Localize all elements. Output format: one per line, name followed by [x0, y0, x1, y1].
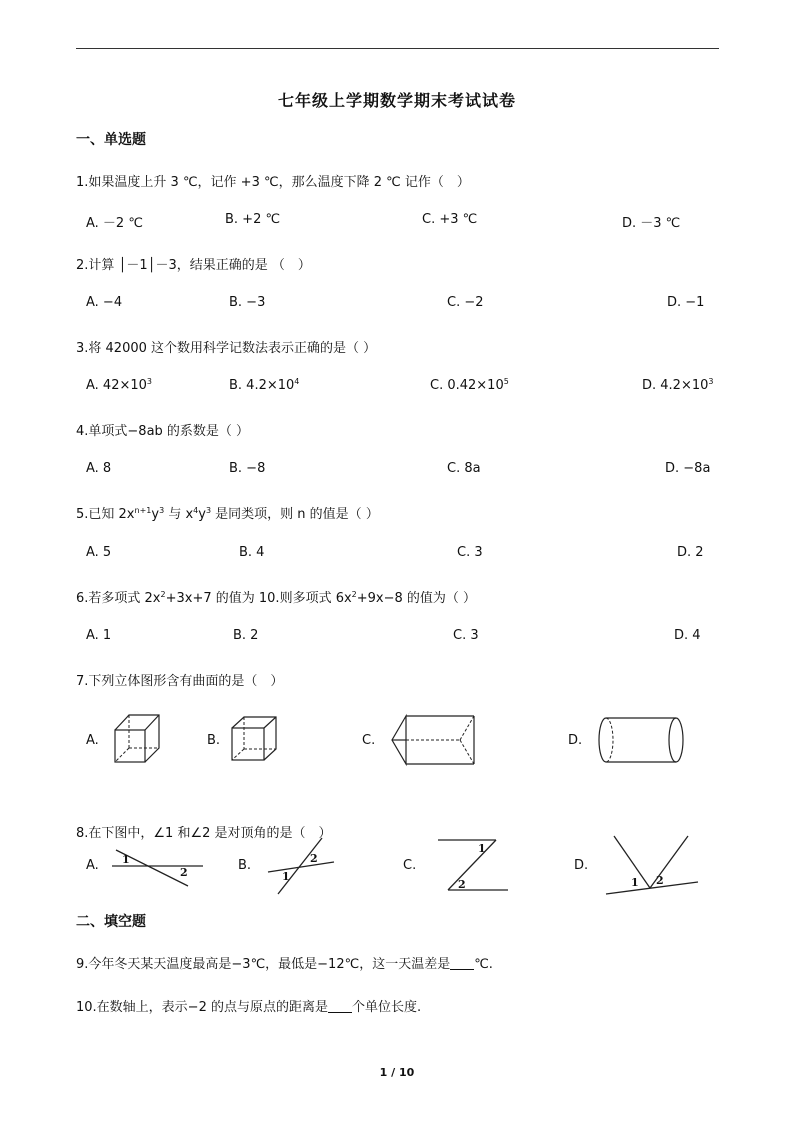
- q4-option-d: D. −8a: [665, 461, 711, 476]
- q8-option-d-label: D.: [574, 858, 589, 873]
- q7-option-a-label: A.: [86, 733, 99, 748]
- question-5: 5.已知 $2x^{n+1}y^3$ 与 $x^4y^3$ 是同类项，则 n 的值是（ ）: [76, 506, 379, 522]
- q2-option-a: A. −4: [86, 295, 123, 310]
- q3-option-a: A. $42\times 10^3$: [86, 377, 152, 393]
- question-9: 9.今年冬天某天温度最高是−3℃，最低是−12℃，这一天温差是 ℃.: [76, 957, 493, 972]
- question-2: 2.计算 │－1│－3，结果正确的是 （ ）: [76, 258, 311, 273]
- section-heading-single-choice: 一、单选题: [76, 132, 146, 148]
- q3-option-b: B. $4.2\times 10^4$: [229, 377, 300, 393]
- cylinder-figure-d: [596, 714, 688, 766]
- question-10: 10.在数轴上，表示−2 的点与原点的距离是 个单位长度.: [76, 1000, 422, 1015]
- q7-option-c-label: C.: [362, 733, 376, 748]
- question-8: 8.在下图中，∠1 和∠2 是对顶角的是（ ）: [76, 826, 332, 841]
- q2-option-c: C. −2: [447, 295, 484, 310]
- exam-title: 七年级上学期数学期末考试试卷: [277, 91, 516, 110]
- q8-option-b-label: B.: [238, 858, 252, 873]
- question-3: 3.将 42000 这个数用科学记数法表示正确的是（ ）: [76, 341, 377, 356]
- cuboid-figure-a: [108, 710, 164, 766]
- q1-option-d: D. －3 ℃: [622, 216, 681, 231]
- page-number: 1 / 10: [379, 1066, 415, 1079]
- q4-option-a: A. 8: [86, 461, 112, 476]
- q4-option-c: C. 8a: [447, 461, 481, 476]
- angle-label-1: 1: [282, 870, 290, 883]
- angle-label-2: 2: [656, 874, 664, 887]
- angle-label-1: 1: [122, 853, 130, 866]
- q2-option-d: D. −1: [667, 295, 705, 310]
- triangular-prism-figure-c: [388, 712, 480, 768]
- q6-option-a: A. 1: [86, 628, 112, 643]
- angle-figure-c: [434, 836, 510, 894]
- angle-label-1: 1: [478, 842, 486, 855]
- q8-option-a-label: A.: [86, 858, 99, 873]
- q5-option-a: A. 5: [86, 545, 112, 560]
- q2-option-b: B. −3: [229, 295, 266, 310]
- q5-option-d: D. 2: [677, 545, 704, 560]
- q7-option-d-label: D.: [568, 733, 583, 748]
- angle-label-2: 2: [310, 852, 318, 865]
- question-1: 1.如果温度上升 3 ℃，记作 +3 ℃，那么温度下降 2 ℃ 记作（ ）: [76, 175, 470, 190]
- q3-option-c: C. $0.42\times 10^5$: [430, 377, 509, 393]
- q6-option-d: D. 4: [674, 628, 701, 643]
- q4-option-b: B. −8: [229, 461, 266, 476]
- q3-option-d: D. $4.2\times 10^3$: [642, 377, 714, 393]
- question-6: 6.若多项式 $2x^2+3x+7$ 的值为 10.则多项式 $6x^2+9x-8$ 的值为（ ）: [76, 590, 477, 606]
- angle-figure-a: [110, 840, 205, 890]
- question-4: 4.单项式−8ab 的系数是（ ）: [76, 424, 250, 439]
- section-heading-fill-in: 二、填空题: [76, 914, 146, 930]
- angle-label-1: 1: [631, 876, 639, 889]
- header-rule: [76, 48, 719, 49]
- angle-figure-d: [604, 832, 700, 896]
- q6-option-b: B. 2: [233, 628, 259, 643]
- angle-figure-b: [266, 836, 336, 896]
- q8-option-c-label: C.: [403, 858, 417, 873]
- q1-option-c: C. +3 ℃: [422, 212, 478, 227]
- q6-option-c: C. 3: [453, 628, 479, 643]
- angle-label-2: 2: [180, 866, 188, 879]
- answer-blank[interactable]: [328, 1000, 352, 1013]
- q1-option-a: A. －2 ℃: [86, 216, 143, 231]
- cube-figure-b: [228, 714, 280, 766]
- q1-option-b: B. +2 ℃: [225, 212, 281, 227]
- q5-option-c: C. 3: [457, 545, 483, 560]
- q7-option-b-label: B.: [207, 733, 221, 748]
- angle-label-2: 2: [458, 878, 466, 891]
- q5-option-b: B. 4: [239, 545, 265, 560]
- question-7: 7.下列立体图形含有曲面的是（ ）: [76, 674, 284, 689]
- answer-blank[interactable]: [450, 957, 474, 970]
